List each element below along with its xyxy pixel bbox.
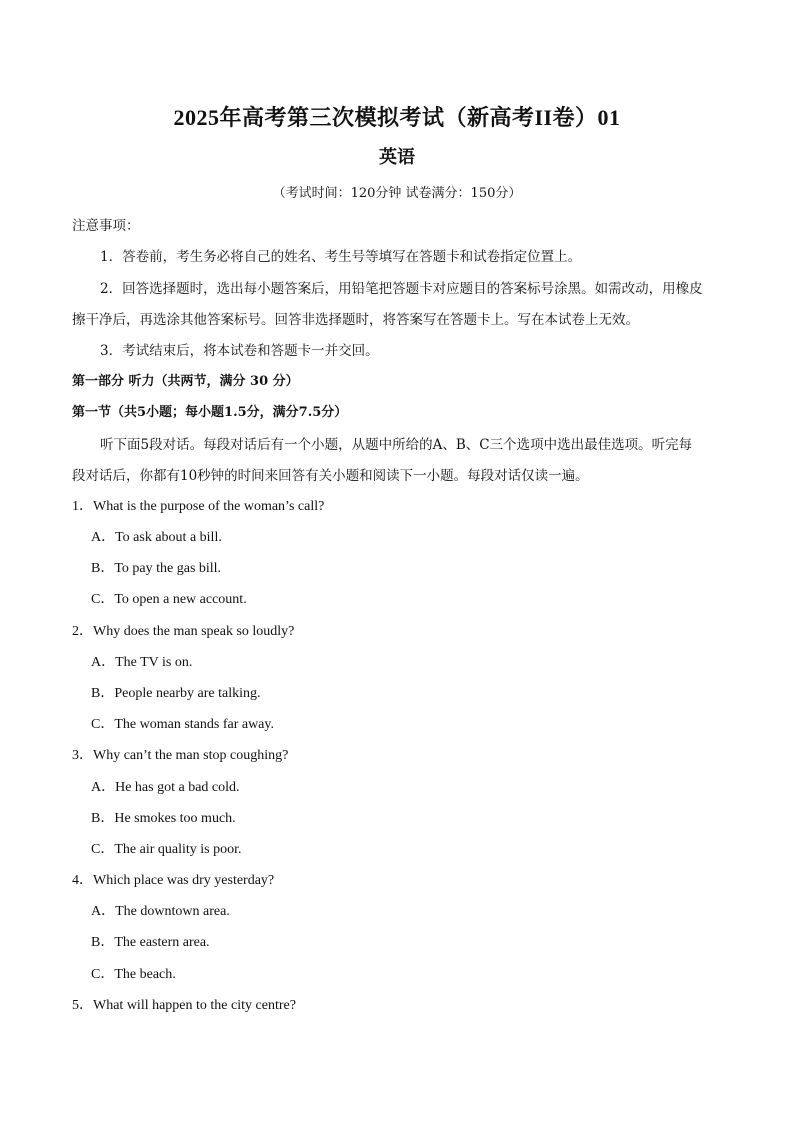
question-2-stem: 2．Why does the man speak so loudly? — [72, 624, 295, 639]
notice-item-3: 3．考试结束后，将本试卷和答题卡一并交回。 — [100, 343, 379, 359]
subject-title: 英语 — [379, 147, 415, 168]
question-2-option-b: B．People nearby are talking. — [91, 686, 261, 701]
question-1-option-b: B．To pay the gas bill. — [91, 561, 222, 576]
question-4-option-a: A．The downtown area. — [91, 904, 230, 919]
question-1-stem: 1．What is the purpose of the woman’s call? — [72, 499, 325, 514]
question-4-option-b: B．The eastern area. — [91, 935, 210, 950]
exam-info: （考试时间：120分钟 试卷满分：150分） — [272, 186, 522, 201]
notice-item-2-cont: 擦干净后，再选涂其他答案标号。回答非选择题时，将答案写在答题卡上。写在本试卷上无效。 — [72, 312, 639, 328]
question-3-option-a: A．He has got a bad cold. — [91, 780, 240, 795]
exam-title: 2025年高考第三次模拟考试（新高考II卷）01 — [173, 105, 621, 130]
notice-item-2: 2．回答选择题时，选出每小题答案后，用铅笔把答题卡对应题目的答案标号涂黑。如需改动，用橡皮 — [100, 281, 703, 297]
question-1-option-c: C．To open a new account. — [91, 592, 247, 607]
question-4-option-c: C．The beach. — [91, 967, 176, 982]
question-2-option-a: A．The TV is on. — [91, 655, 193, 670]
section1-heading: 第一节（共5小题；每小题1.5分，满分7.5分） — [72, 405, 348, 420]
part1-heading: 第一部分 听力（共两节，满分 30 分） — [72, 374, 299, 389]
question-1-option-a: A．To ask about a bill. — [91, 530, 222, 545]
question-2-option-c: C．The woman stands far away. — [91, 717, 274, 732]
question-4-stem: 4．Which place was dry yesterday? — [72, 873, 275, 888]
instructions-line-1: 听下面5段对话。每段对话后有一个小题，从题中所给的A、B、C三个选项中选出最佳选项。听完每 — [100, 437, 693, 453]
question-5-stem: 5．What will happen to the city centre? — [72, 998, 296, 1013]
notice-item-1: 1．答卷前，考生务必将自己的姓名、考生号等填写在答题卡和试卷指定位置上。 — [100, 249, 582, 265]
question-3-option-b: B．He smokes too much. — [91, 811, 236, 826]
question-3-stem: 3．Why can’t the man stop coughing? — [72, 748, 289, 763]
notice-heading: 注意事项： — [72, 218, 140, 234]
instructions-line-2: 段对话后，你都有10秒钟的时间来回答有关小题和阅读下一小题。每段对话仅读一遍。 — [72, 468, 589, 484]
question-3-option-c: C．The air quality is poor. — [91, 842, 242, 857]
